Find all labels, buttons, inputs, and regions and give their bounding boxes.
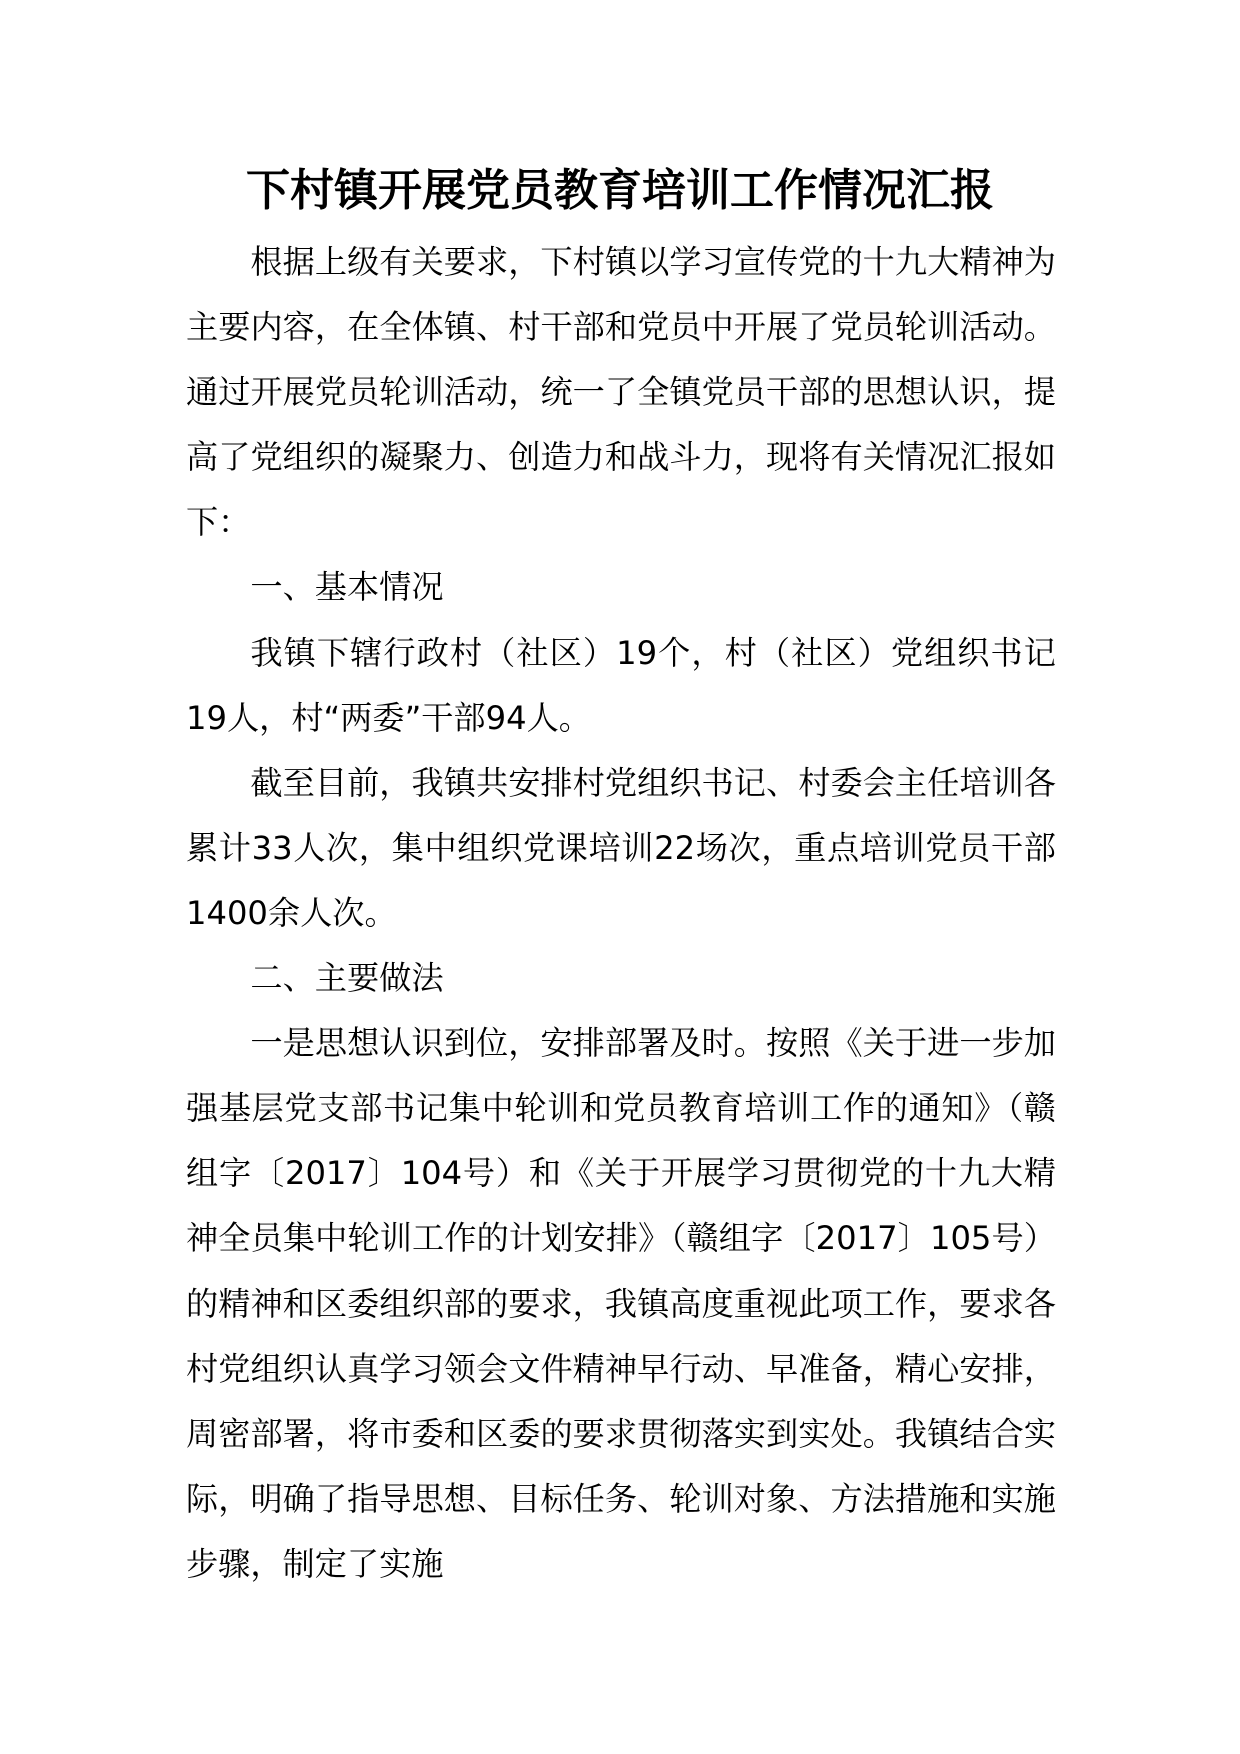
section-heading-basic-situation: 一、基本情况 bbox=[250, 568, 444, 607]
document-body bbox=[186, 230, 1056, 1597]
intro-paragraph: 根据上级有关要求，下村镇以学习宣传党的十九大精神为主要内容，在全体镇、村干部和党员中开展了党员轮训活动。通过开展党员轮训活动，统一了全镇党员干部的思想认识，提高了党组织的凝聚力、创造力和战斗力，现将有关情况汇报如下： bbox=[186, 243, 1056, 542]
document-title: 下村镇开展党员教育培训工作情况汇报 bbox=[246, 165, 994, 216]
main-practices-paragraph-1: 一是思想认识到位，安排部署及时。按照《关于进一步加强基层党支部书记集中轮训和党员教育培训工作的通知》（赣组字〔2017〕104号）和《关于开展学习贯彻党的十九大精神全员集中轮训工作的计划安排》（赣组字〔2017〕105号）的精神和区委组织部的要求，我镇高度重视此项工作，要求各村党组织认真学习领会文件精神早行动、早准备，精心安排，周密部署，将市委和区委的要求贯彻落实到实处。我镇结合实际，明确了指导思想、目标任务、轮训对象、方法措施和实施步骤，制定了实施 bbox=[186, 1024, 1056, 1583]
basic-situation-paragraph-2: 截至目前，我镇共安排村党组织书记、村委会主任培训各累计33人次，集中组织党课培训22场次，重点培训党员干部1400余人次。 bbox=[186, 763, 1056, 932]
section-heading-main-practices: 二、主要做法 bbox=[250, 959, 444, 998]
basic-situation-paragraph-1: 我镇下辖行政村（社区）19个，村（社区）党组织书记19人，村“两委”干部94人。 bbox=[186, 633, 1056, 737]
